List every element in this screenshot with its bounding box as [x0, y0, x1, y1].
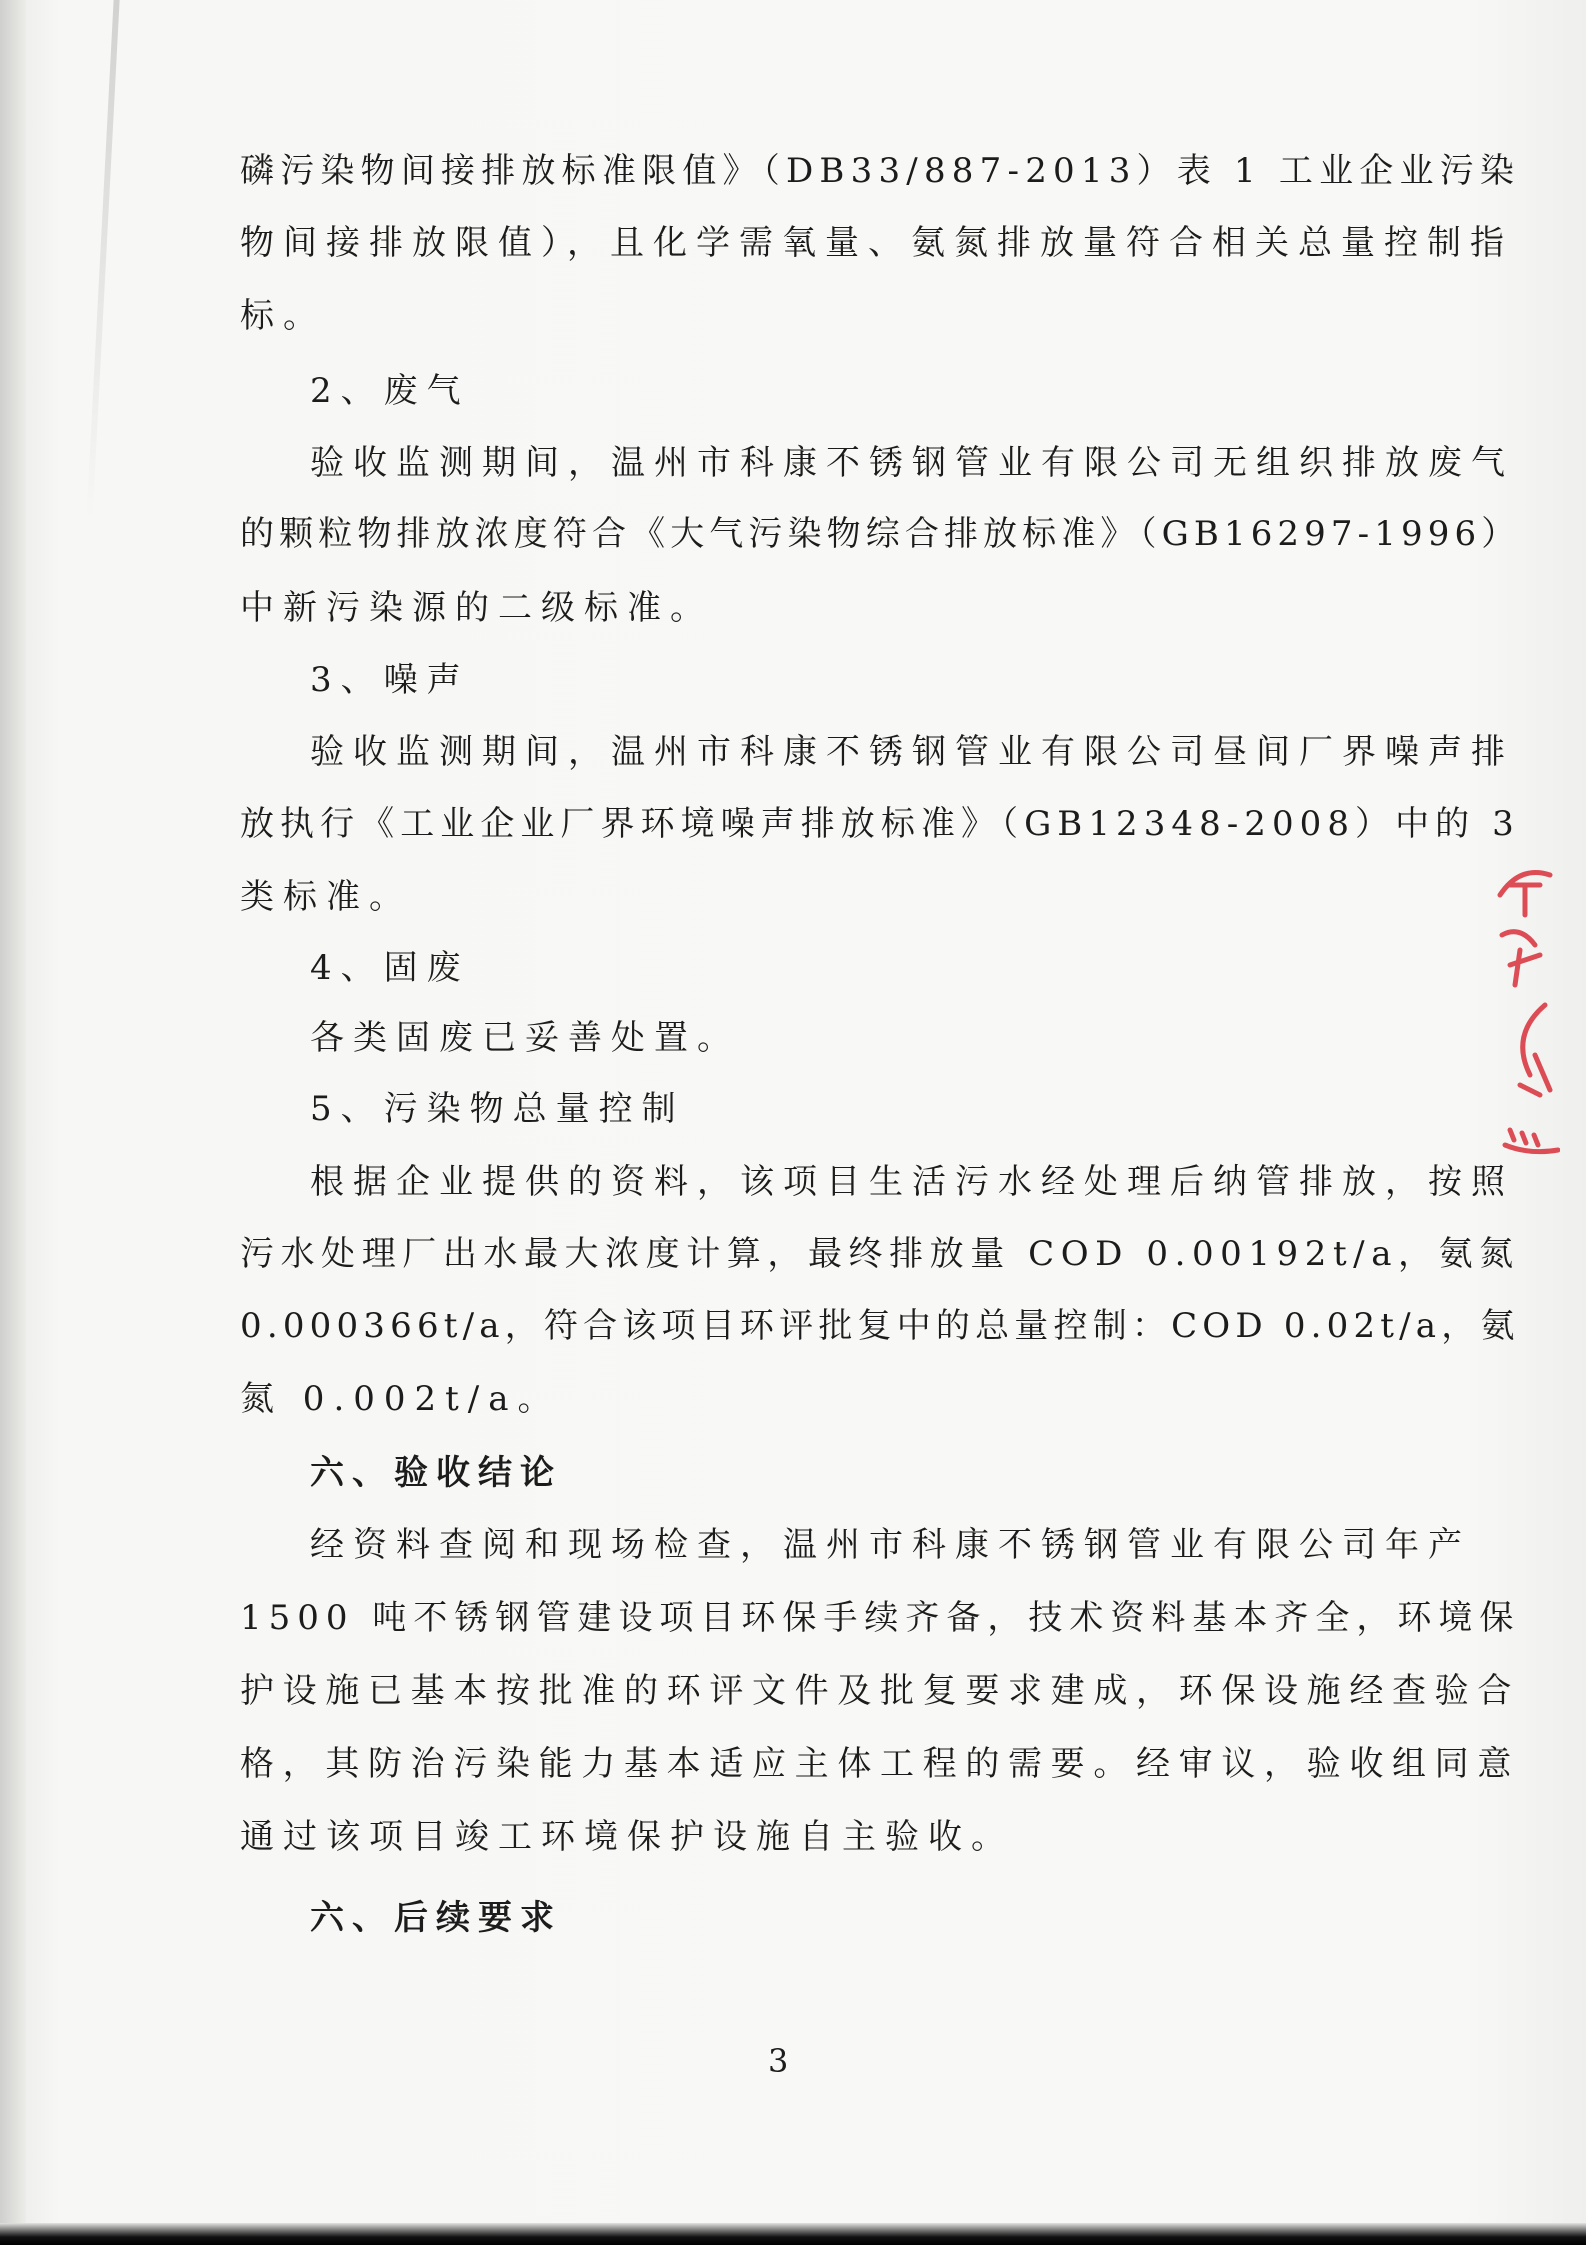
- text-line: 标。: [240, 296, 326, 336]
- text-line: 2、废气: [310, 371, 470, 411]
- scan-fold-shadow: [86, 0, 119, 520]
- text-line: 1500 吨不锈钢管建设项目环保手续齐备，技术资料基本齐全，环境保: [240, 1598, 1521, 1638]
- text-line: 0.000366t/a，符合该项目环评批复中的总量控制：COD 0.02t/a，氨: [240, 1306, 1520, 1346]
- text-line: 5、污染物总量控制: [310, 1089, 685, 1129]
- red-seal-stamp-icon: [1490, 855, 1560, 1175]
- text-line: 物间接排放限值），且化学需氧量、氨氮排放量符合相关总量控制指: [240, 223, 1513, 263]
- text-line: 中新污染源的二级标准。: [240, 588, 713, 628]
- page-number: 3: [768, 2042, 789, 2080]
- text-line: 经资料查阅和现场检查，温州市科康不锈钢管业有限公司年产: [310, 1525, 1471, 1565]
- text-line: 通过该项目竣工环境保护设施自主验收。: [240, 1817, 1014, 1857]
- text-line: 验收监测期间，温州市科康不锈钢管业有限公司昼间厂界噪声排: [310, 732, 1514, 772]
- scan-bottom-edge: [0, 2223, 1586, 2245]
- scan-left-edge: [0, 0, 26, 2245]
- text-line: 的颗粒物排放浓度符合《大气污染物综合排放标准》（GB16297-1996）: [240, 514, 1521, 554]
- text-line: 放执行《工业企业厂界环境噪声排放标准》（GB12348-2008）中的 3: [240, 804, 1520, 844]
- text-line: 3、噪声: [310, 660, 470, 700]
- text-line: 氮 0.002t/a。: [240, 1379, 561, 1419]
- text-line: 污水处理厂出水最大浓度计算，最终排放量 COD 0.00192t/a，氨氮: [240, 1234, 1520, 1274]
- text-line: 磷污染物间接排放标准限值》（DB33/887-2013）表 1 工业企业污染: [240, 151, 1521, 191]
- text-line: 验收监测期间，温州市科康不锈钢管业有限公司无组织排放废气: [310, 443, 1514, 483]
- section-heading: 六、验收结论: [310, 1453, 562, 1493]
- text-line: 格，其防治污染能力基本适应主体工程的需要。经审议，验收组同意: [240, 1744, 1520, 1784]
- text-line: 护设施已基本按批准的环评文件及批复要求建成，环保设施经查验合: [240, 1671, 1520, 1711]
- text-line: 各类固废已妥善处置。: [310, 1018, 740, 1058]
- section-heading: 六、后续要求: [310, 1898, 562, 1938]
- text-line: 根据企业提供的资料，该项目生活污水经处理后纳管排放，按照: [310, 1162, 1514, 1202]
- text-line: 类标准。: [240, 877, 412, 917]
- text-line: 4、固废: [310, 948, 470, 988]
